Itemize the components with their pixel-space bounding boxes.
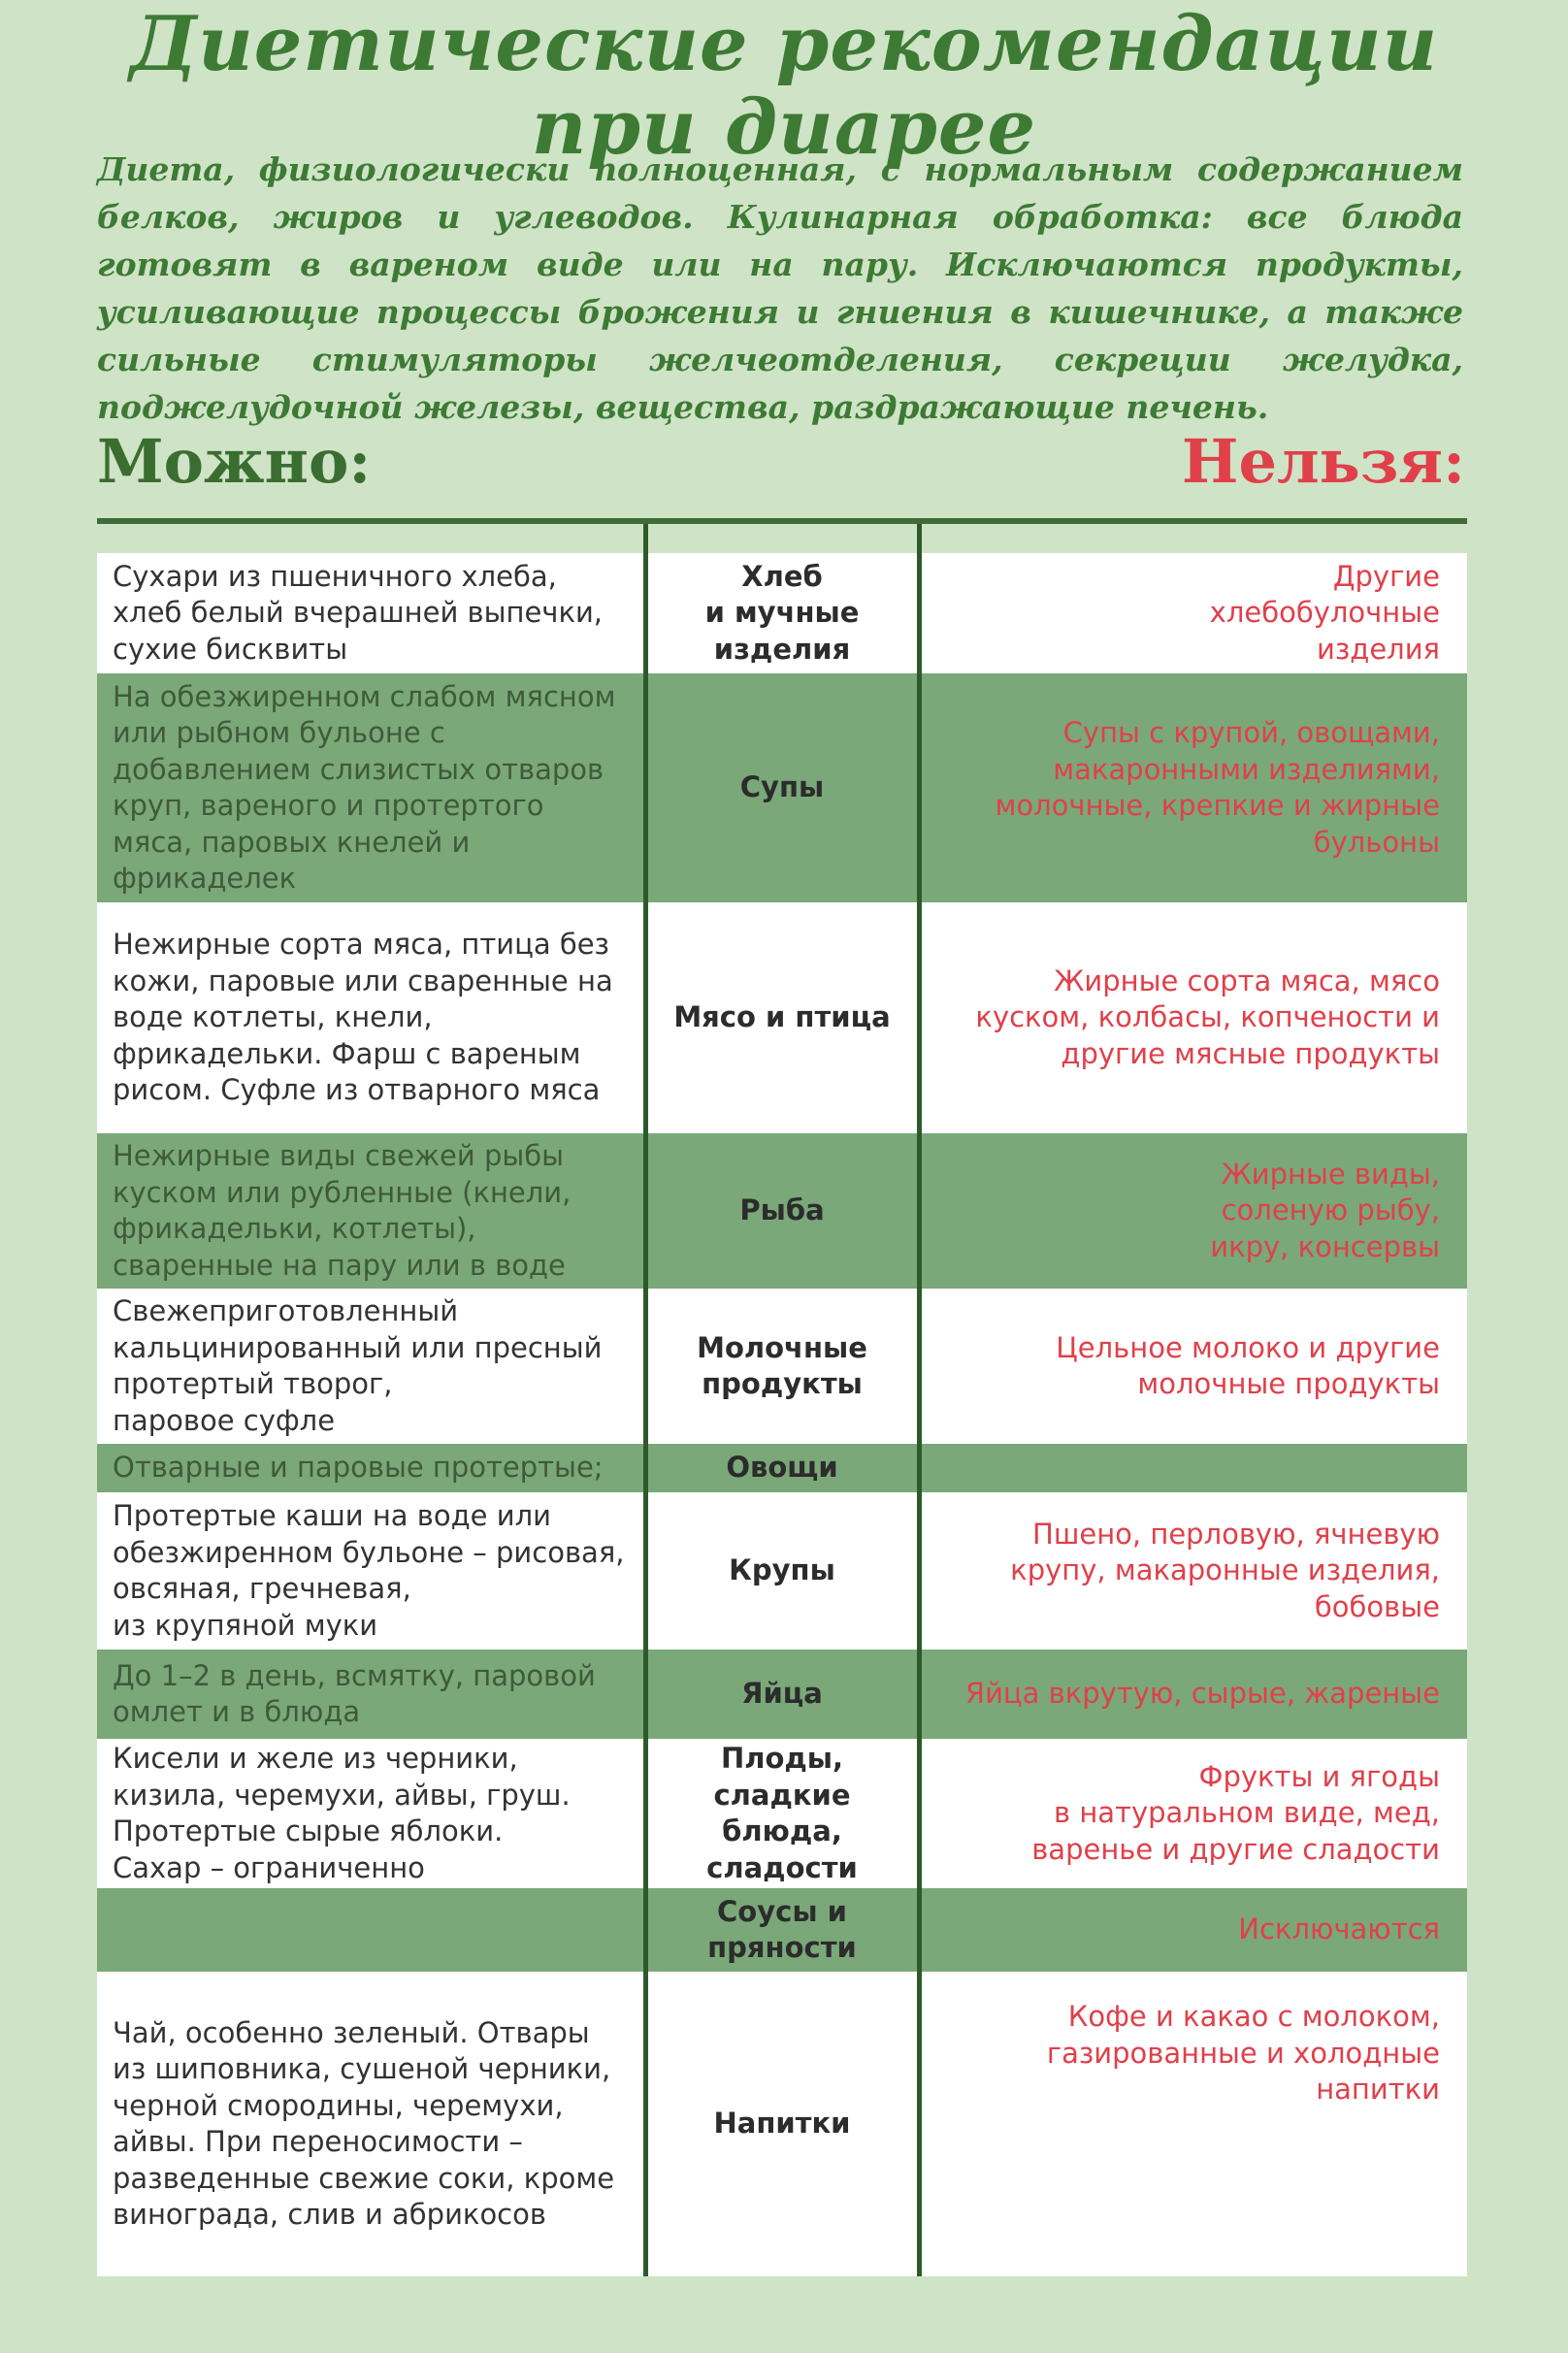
forbidden-cell: Супы с крупой, овощами, макаронными изделиями, молочные, крепкие и жирные бульоны bbox=[995, 716, 1440, 859]
title-line-1: Диетические рекомендации bbox=[129, 0, 1439, 88]
table-row bbox=[97, 1133, 1467, 1289]
category-cell: Крупы bbox=[729, 1553, 835, 1587]
category-cell: Супы bbox=[739, 770, 825, 804]
table-row bbox=[97, 902, 1467, 1133]
forbidden-cell: Яйца вкрутую, сырые, жареные bbox=[964, 1677, 1440, 1711]
table-row bbox=[97, 1739, 1467, 1888]
table-row bbox=[97, 1492, 1467, 1650]
table-row bbox=[97, 1650, 1467, 1739]
table-row bbox=[97, 673, 1467, 902]
allowed-cell: Кисели и желе из черники, кизила, черемухи, айвы, груш. Протертые сырые яблоки. Сахар – ограниченно bbox=[113, 1742, 571, 1884]
category-cell: Яйца bbox=[741, 1677, 823, 1711]
allowed-cell: Сухари из пшеничного хлеба, хлеб белый вчерашней выпечки, сухие бисквиты bbox=[113, 559, 604, 666]
forbidden-cell: Исключаются bbox=[1238, 1912, 1440, 1946]
title-line-2: при диарее bbox=[531, 83, 1037, 172]
category-cell: Напитки bbox=[713, 2107, 851, 2141]
forbidden-cell: Пшено, перловую, ячневую крупу, макаронные изделия, бобовые bbox=[1010, 1517, 1440, 1623]
forbidden-cell: Жирные сорта мяса, мясо куском, колбасы, копчености и другие мясные продукты bbox=[975, 964, 1440, 1070]
forbidden-cell: Цельное молоко и другие молочные продукты bbox=[1056, 1330, 1440, 1400]
column-heading-forbidden: Нельзя: bbox=[1181, 426, 1465, 497]
intro-paragraph: Диета, физиологически полноценная, с нормальным содержанием белков, жиров и углеводов. Кулинарная обработка: все блюда готовят в вареном виде или на пару. Исключаются продукты, усиливающие процессы брожения и гниения в кишечнике, а также сильные стимуляторы желчеотделения, секреции желудка, поджелудочной железы, вещества, раздражающие печень. bbox=[97, 150, 1463, 426]
category-cell: Молочные продукты bbox=[697, 1330, 867, 1400]
allowed-cell: Отварные и паровые протертые; bbox=[113, 1451, 604, 1485]
forbidden-cell: Жирные виды, соленую рыбу, икру, консервы bbox=[1210, 1157, 1440, 1263]
column-heading-allowed: Можно: bbox=[97, 426, 372, 497]
forbidden-cell: Кофе и какао с молоком, газированные и холодные напитки bbox=[1046, 2000, 1440, 2106]
category-cell: Овощи bbox=[726, 1451, 838, 1485]
forbidden-cell bbox=[919, 1444, 1467, 1492]
allowed-cell: Свежеприготовленный кальцинированный или пресный протертый творог, паровое суфле bbox=[113, 1294, 603, 1437]
column-divider-left bbox=[643, 524, 648, 2276]
forbidden-cell: Другие хлебобулочные изделия bbox=[1209, 559, 1440, 666]
category-cell: Хлеб и мучные изделия bbox=[704, 559, 860, 666]
category-cell: Соусы и пряности bbox=[707, 1894, 857, 1964]
allowed-cell: Нежирные сорта мяса, птица без кожи, паровые или сваренные на воде котлеты, кнели, фрикадельки. Фарш с вареным рисом. Суфле из отварного мяса bbox=[113, 928, 613, 1107]
table-row bbox=[97, 1888, 1467, 1972]
forbidden-cell: Фрукты и ягоды в натуральном виде, мед, варенье и другие сладости bbox=[1031, 1759, 1440, 1866]
header-divider bbox=[97, 518, 1467, 524]
allowed-cell: Чай, особенно зеленый. Отвары из шиповника, сушеной черники, черной смородины, черемухи, айвы. При переносимости – разведенные свежие соки, кроме винограда, слив и абрикосов bbox=[113, 2015, 615, 2231]
category-cell: Рыба bbox=[739, 1193, 825, 1227]
table-row bbox=[97, 1444, 1467, 1492]
table-row bbox=[97, 1972, 1467, 2276]
allowed-cell: Нежирные виды свежей рыбы куском или рубленные (кнели, фрикадельки, котлеты), сваренные на пару или в воде bbox=[113, 1139, 572, 1282]
table-row bbox=[97, 553, 1467, 673]
category-cell: Мясо и птица bbox=[673, 1000, 891, 1034]
column-divider-right bbox=[917, 524, 922, 2276]
allowed-cell: Протертые каши на воде или обезжиренном бульоне – рисовая, овсяная, гречневая, из крупяной муки bbox=[113, 1499, 625, 1642]
table-row bbox=[97, 1289, 1467, 1444]
allowed-cell bbox=[97, 1888, 645, 1972]
category-cell: Плоды, сладкие блюда, сладости bbox=[706, 1742, 858, 1884]
allowed-cell: На обезжиренном слабом мясном или рыбном бульоне с добавлением слизистых отваров круп, вареного и протертого мяса, паровых кнелей и фрикаделек bbox=[113, 679, 616, 895]
allowed-cell: До 1–2 в день, всмятку, паровой омлет и в блюда bbox=[113, 1658, 596, 1728]
